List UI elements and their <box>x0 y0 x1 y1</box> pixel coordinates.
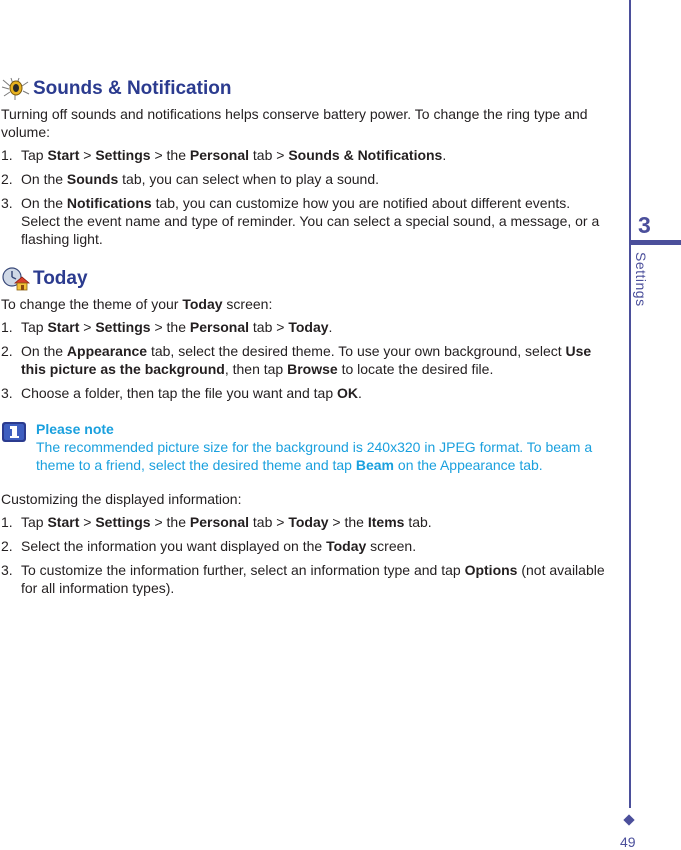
step-number: 1. <box>1 147 13 163</box>
step-number: 1. <box>1 319 13 335</box>
chapter-number: 3 <box>638 212 651 238</box>
customize-intro: Customizing the displayed information: <box>1 491 242 507</box>
sounds-title: Sounds & Notification <box>33 78 232 99</box>
step-text: On the Appearance tab, select the desired theme. To use your own background, select Use this picture as the background, then tap Browse to locate the desired file. <box>21 343 592 377</box>
list-item <box>1 342 611 378</box>
list-item <box>1 170 611 188</box>
note-title: Please note <box>36 421 114 437</box>
today-heading <box>1 266 611 292</box>
step-text: Choose a folder, then tap the file you want and tap OK. <box>21 385 362 401</box>
sounds-intro: Turning off sounds and notifications helps conserve battery power. To change the ring type and volume: <box>1 106 588 140</box>
list-item <box>1 194 611 248</box>
step-text: Tap Start > Settings > the Personal tab > Today. <box>21 319 333 335</box>
list-item <box>1 318 611 336</box>
step-text: Select the information you want displayed on the Today screen. <box>21 538 417 554</box>
page-content <box>1 76 611 603</box>
note-text: The recommended picture size for the background is 240x320 in JPEG format. To beam a theme to a friend, select the desired theme and tap Beam on the Appearance tab. <box>36 439 593 473</box>
today-title: Today <box>33 268 88 289</box>
step-number: 3. <box>1 385 13 401</box>
step-text: To customize the information further, select an information type and tap Options (not available for all information types). <box>21 562 605 596</box>
sounds-steps <box>1 146 611 248</box>
note-content <box>36 420 611 474</box>
clock-house-icon <box>1 266 31 292</box>
step-number: 2. <box>1 343 13 359</box>
info-icon <box>1 420 27 444</box>
today-intro: To change the theme of your Today screen: <box>1 296 273 312</box>
list-item <box>1 513 611 531</box>
step-number: 3. <box>1 195 13 211</box>
sounds-heading <box>1 76 611 102</box>
list-item <box>1 384 611 402</box>
list-item <box>1 561 611 597</box>
list-item <box>1 537 611 555</box>
step-number: 1. <box>1 514 13 530</box>
speaker-icon <box>1 76 31 102</box>
chapter-tab <box>629 240 681 245</box>
step-number: 2. <box>1 538 13 554</box>
step-text: Tap Start > Settings > the Personal tab > Today > the Items tab. <box>21 514 432 530</box>
step-text: On the Sounds tab, you can select when to play a sound. <box>21 171 379 187</box>
diamond-icon <box>623 814 634 825</box>
customize-steps <box>1 513 611 597</box>
note-box <box>1 420 611 474</box>
step-text: Tap Start > Settings > the Personal tab > Sounds & Notifications. <box>21 147 447 163</box>
step-text: On the Notifications tab, you can customize how you are notified about different events. Select the event name and type of reminder. You can select a special sound, a message, or a flashing light. <box>21 195 600 247</box>
today-steps <box>1 318 611 402</box>
list-item <box>1 146 611 164</box>
step-number: 3. <box>1 562 13 578</box>
page-number: 49 <box>620 834 636 850</box>
step-number: 2. <box>1 171 13 187</box>
side-rule <box>629 0 631 808</box>
chapter-label: Settings <box>633 252 649 307</box>
